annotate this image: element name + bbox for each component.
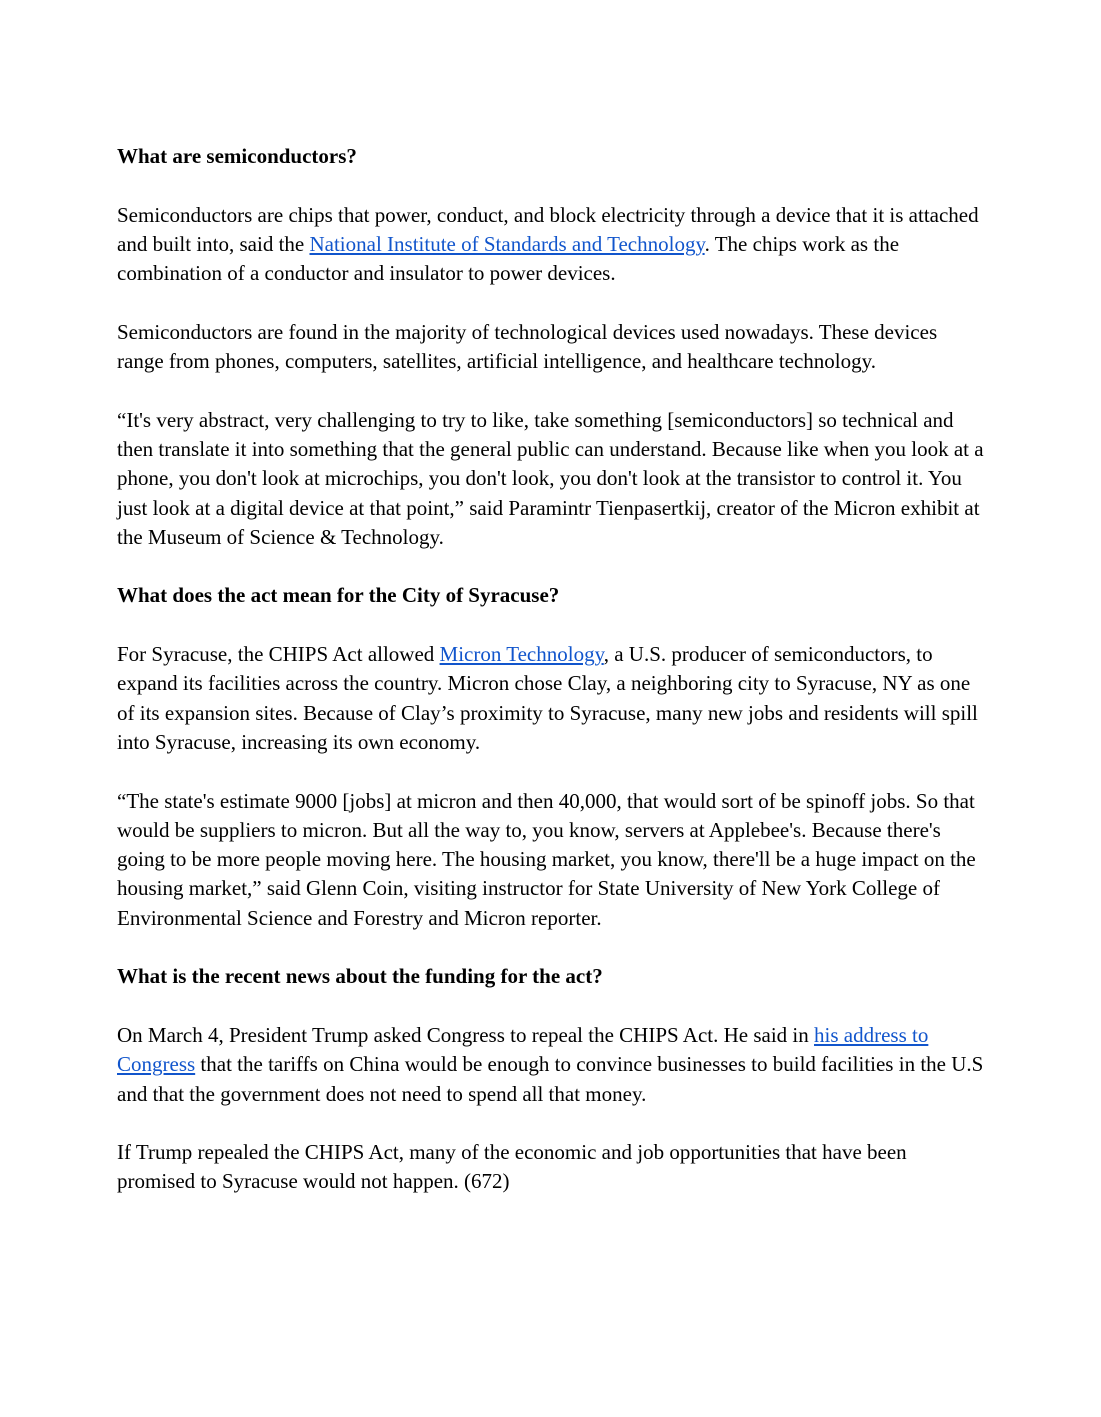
- paragraph-quote-tienpasertkij: “It's very abstract, very challenging to try to like, take something [semiconductors] so technical and then translate it into something that the general public can understand. Because like when you look at a phone, you don't look at microchips, you don't look, you don't look at the transistor to control it. You just look at a digital device at that point,” said Paramintr Tienpasertkij, creator of the Micron exhibit at the Museum of Science & Technology.: [117, 407, 984, 549]
- address-to-congress-link[interactable]: his address to Congress: [117, 1022, 929, 1077]
- paragraph-conclusion: If Trump repealed the CHIPS Act, many of the economic and job opportunities that have been promised to Syracuse would not happen. (672): [117, 1140, 907, 1194]
- paragraph-quote-coin: “The state's estimate 9000 [jobs] at micron and then 40,000, that would sort of be spinoff jobs. So that would be suppliers to micron. But all the way to, you know, servers at Applebee's. Because there's going to be more people moving here. The housing market, you know, there'll be a huge impact on the housing market,” said Glenn Coin, visiting instructor for State University of New York College of Environmental Science and Forestry and Micron reporter.: [117, 788, 976, 930]
- paragraph-text: Semiconductors are chips that power, conduct, and block electricity through a device that it is attached and built into, said the: [117, 202, 979, 256]
- paragraph-micron-expansion: [117, 640, 987, 757]
- section-heading-funding: What is the recent news about the funding for the act?: [117, 964, 603, 989]
- paragraph-semiconductor-devices: Semiconductors are found in the majority of technological devices used nowadays. These devices range from phones, computers, satellites, artificial intelligence, and healthcare technology.: [117, 319, 938, 374]
- paragraph-trump-repeal: [117, 1021, 987, 1109]
- paragraph-text: , a U.S. producer of semiconductors, to expand its facilities across the country. Micron chose Clay, a neighboring city to Syracuse, NY as one of its expansion sites. Because of Clay’s proximity to Syracuse, many new jobs and residents will spill into Syracuse, increasing its own economy.: [117, 642, 978, 754]
- paragraph-text: For Syracuse, the CHIPS Act allowed: [117, 642, 440, 667]
- paragraph-semiconductors-definition: [117, 201, 987, 289]
- section-heading-semiconductors: What are semiconductors?: [117, 144, 357, 168]
- section-heading-syracuse: What does the act mean for the City of Syracuse?: [117, 583, 560, 608]
- paragraph-text: that the tariffs on China would be enough to convince businesses to build facilities in the U.S and that the government does not need to spend all that money.: [117, 1052, 984, 1106]
- paragraph-text: . The chips work as the combination of a conductor and insulator to power devices.: [117, 231, 900, 286]
- document-page: [117, 142, 987, 1226]
- paragraph-text: On March 4, President Trump asked Congress to repeal the CHIPS Act. He said in: [117, 1022, 815, 1047]
- micron-technology-link[interactable]: Micron Technology: [439, 642, 604, 667]
- nist-link[interactable]: National Institute of Standards and Technology: [309, 231, 705, 256]
